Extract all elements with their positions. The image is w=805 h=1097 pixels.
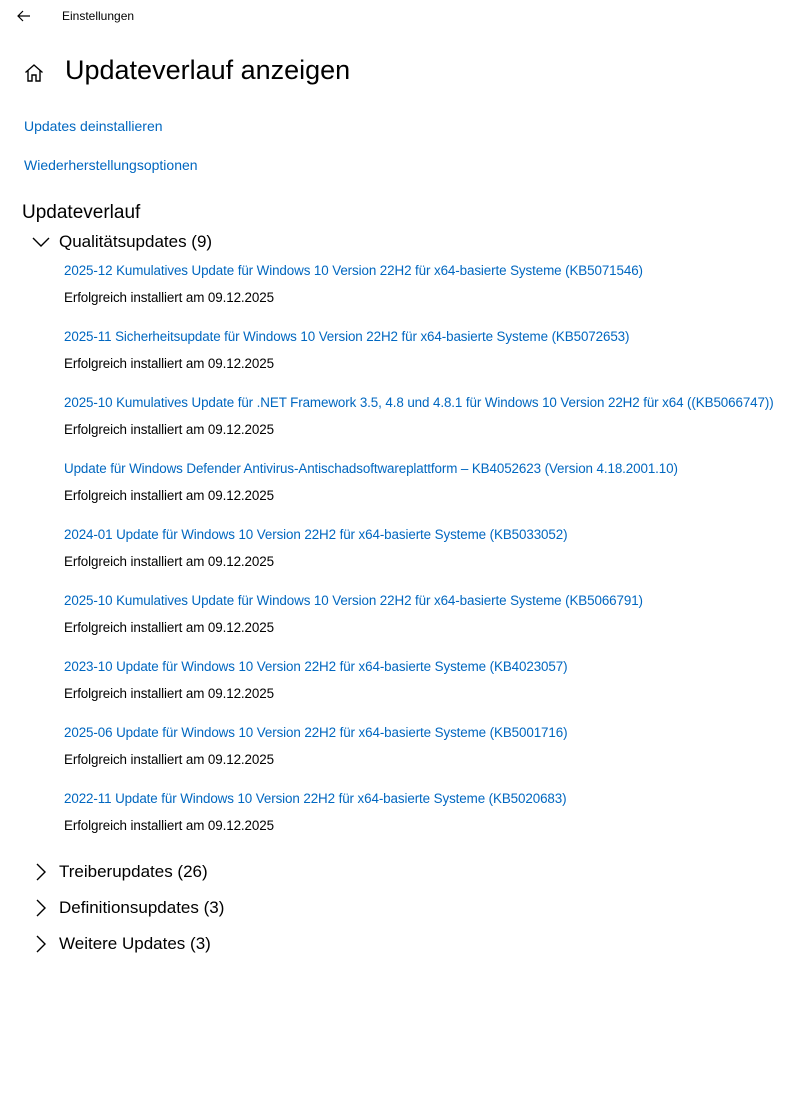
driver-updates-group[interactable] — [30, 861, 208, 883]
update-status: Erfolgreich installiert am 09.12.2025 — [64, 818, 274, 833]
back-arrow-icon — [17, 10, 31, 22]
driver-updates-label: Treiberupdates (26) — [59, 862, 208, 881]
update-link[interactable]: 2025-12 Kumulatives Update für Windows 10 Version 22H2 für x64-basierte Systeme (KB5071546) — [64, 263, 643, 278]
list-item — [64, 394, 802, 460]
chevron-right-icon — [30, 897, 52, 919]
list-item — [64, 592, 802, 658]
update-link[interactable]: 2025-10 Kumulatives Update für .NET Framework 3.5, 4.8 und 4.8.1 für Windows 10 Version 22H2 für x64 ((KB5066747)) — [64, 395, 774, 410]
update-status: Erfolgreich installiert am 09.12.2025 — [64, 488, 274, 503]
recovery-options-link[interactable]: Wiederherstellungsoptionen — [24, 157, 198, 173]
quality-updates-list — [64, 262, 802, 856]
update-history-heading: Updateverlauf — [22, 202, 141, 223]
update-link[interactable]: 2025-06 Update für Windows 10 Version 22H2 für x64-basierte Systeme (KB5001716) — [64, 725, 568, 740]
chevron-right-icon — [30, 933, 52, 955]
update-link[interactable]: 2025-11 Sicherheitsupdate für Windows 10 Version 22H2 für x64-basierte Systeme (KB5072653) — [64, 329, 630, 344]
definition-updates-label: Definitionsupdates (3) — [59, 898, 225, 917]
quality-updates-group[interactable] — [30, 231, 212, 253]
list-item — [64, 328, 802, 394]
update-link[interactable]: 2023-10 Update für Windows 10 Version 22H2 für x64-basierte Systeme (KB4023057) — [64, 659, 568, 674]
list-item — [64, 658, 802, 724]
chevron-right-icon — [30, 861, 52, 883]
update-link[interactable]: 2022-11 Update für Windows 10 Version 22H2 für x64-basierte Systeme (KB5020683) — [64, 791, 567, 806]
list-item — [64, 526, 802, 592]
update-status: Erfolgreich installiert am 09.12.2025 — [64, 620, 274, 635]
quality-updates-label: Qualitätsupdates (9) — [59, 232, 213, 251]
update-status: Erfolgreich installiert am 09.12.2025 — [64, 422, 274, 437]
list-item — [64, 790, 802, 856]
uninstall-updates-link[interactable]: Updates deinstallieren — [24, 118, 163, 134]
home-icon[interactable] — [22, 61, 46, 85]
update-status: Erfolgreich installiert am 09.12.2025 — [64, 686, 274, 701]
list-item — [64, 724, 802, 790]
other-updates-label: Weitere Updates (3) — [59, 934, 211, 953]
list-item — [64, 262, 802, 328]
app-title: Einstellungen — [62, 9, 135, 23]
update-status: Erfolgreich installiert am 09.12.2025 — [64, 290, 274, 305]
chevron-down-icon — [30, 231, 52, 253]
list-item — [64, 460, 802, 526]
title-bar — [0, 0, 805, 32]
back-button[interactable] — [10, 4, 38, 28]
definition-updates-group[interactable] — [30, 897, 224, 919]
update-status: Erfolgreich installiert am 09.12.2025 — [64, 554, 274, 569]
update-status: Erfolgreich installiert am 09.12.2025 — [64, 752, 274, 767]
update-link[interactable]: 2025-10 Kumulatives Update für Windows 10 Version 22H2 für x64-basierte Systeme (KB5066791) — [64, 593, 643, 608]
update-link[interactable]: 2024-01 Update für Windows 10 Version 22H2 für x64-basierte Systeme (KB5033052) — [64, 527, 568, 542]
update-status: Erfolgreich installiert am 09.12.2025 — [64, 356, 274, 371]
update-link[interactable]: Update für Windows Defender Antivirus-Antischadsoftwareplattform – KB4052623 (Version 4.18.2001.10) — [64, 461, 678, 476]
other-updates-group[interactable] — [30, 933, 211, 955]
page-title: Updateverlauf anzeigen — [65, 55, 351, 85]
